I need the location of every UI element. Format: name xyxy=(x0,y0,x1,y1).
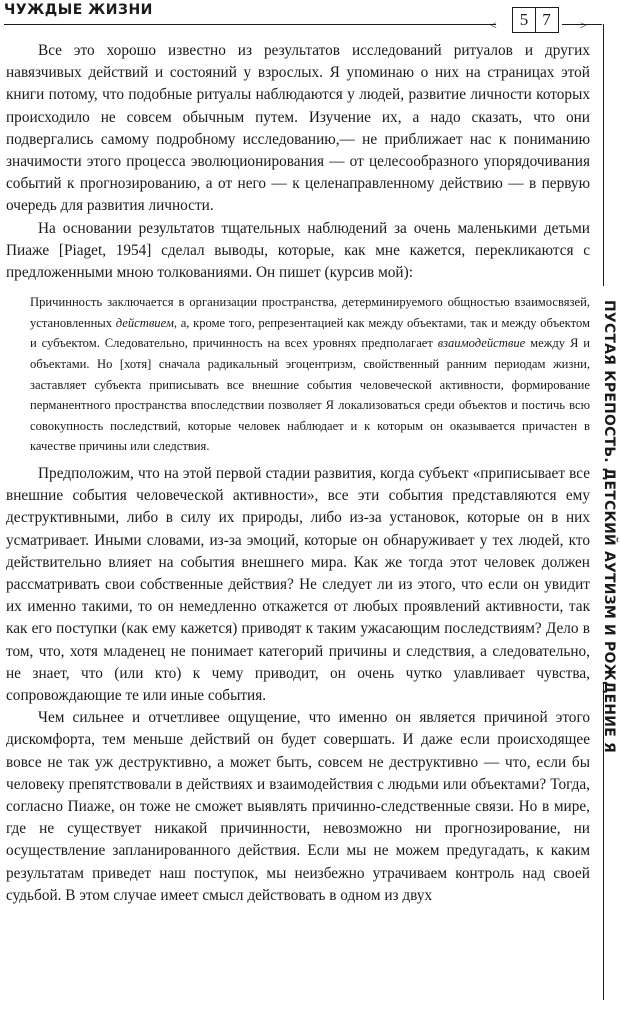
page-number xyxy=(512,7,557,31)
page-digit: 5 xyxy=(512,7,536,33)
quote-text: Причинность заключается в организации пространства, детерминируемого общностью взаимосвязей, установленных xyxy=(30,295,590,330)
running-head: ЧУЖДЫЕ ЖИЗНИ xyxy=(4,2,153,18)
header-rule xyxy=(4,24,496,25)
paragraph: Предположим, что на этой первой стадии развития, когда субъект «приписывает все внешние события человеческой активности», все эти события представляются ему деструктивными, либо в силу их природы, либо из-за установок, которые он в них усматривает. Иными словами, из-за эмоций, которые он обнаруживает у тех людей, кто действительно влияет на события внешнего мира. Как же тогда этот человек должен рассматривать свои собственные действия? Не следует ли из этого, что если он увидит их именно такими, то он немедленно откажется от любых проявлений активности, так как его поступки (как ему кажется) приводят к таким ужасающим последствиям? Дело в том, что, хотя младенец не понимает категорий причины и следствия, а следовательно, не знает, что (или кто) к чему приводит, он очень чутко улавливает чувства, сопровождающие те или иные события. xyxy=(6,464,590,705)
page-body xyxy=(0,40,590,907)
page-header xyxy=(0,0,620,40)
paragraph: На основании результатов тщательных наблюдений за очень маленькими детьми Пиаже [Piaget, 1954] сделал выводы, которые, как мне кажется, перекликаются с предложенными мною толкованиями. Он пишет (курсив мой): xyxy=(6,219,590,282)
side-rule-bottom xyxy=(603,682,604,1000)
quote-text: , а, кроме того, репрезентацией как между объектами, так и между объектом и субъектом. Следовательно, причинность на всех уровнях предполагает xyxy=(30,315,590,351)
side-rule-top xyxy=(603,24,604,286)
page-digit: 7 xyxy=(535,7,559,33)
paragraph: Все это хорошо известно из результатов исследований ритуалов и других навязчивых действий и состояний у взрослых. Я упоминаю о них на страницах этой книги потому, что подобные ритуалы наблюдаются у людей, развитие личности которых происходило не совсем обычным путем. Изучение их, а надо сказать, что они подвергались самому подробному исследованию,— не приближает нас к пониманию значимости этого процесса эволюционирования — от целесообразного упорядочивания событий к прогнозированию, а от него — к целенаправленному действию — в первую очередь для развития личности. xyxy=(6,42,590,215)
paragraph: Чем сильнее и отчетливее ощущение, что именно он является причиной этого дискомфорта, тем меньше действий он будет совершать. И даже если происходящее вовсе не так уж деструктивно, а может быть, совсем не деструктивно — что, если бы человеку препятствовали в действиях и взаимодействия с людьми или объектами? Тогда, согласно Пиаже, он тоже не сможет выявлять причинно-следственные связи. Но в мире, где не существует никакой причинности, невозможно ни прогнозирование, ни осуществление запланированного действия. Если мы не можем предугадать, к каким результатам приведет наш поступок, мы неизбежно утрачиваем контроль над своей судьбой. В этом случае имеет смысл действовать в одном из двух xyxy=(6,709,590,904)
side-book-title: ПУСТАЯ КРЕПОСТЬ. ДЕТСКИЙ АУТИЗМ И РОЖДЕНИЕ Я xyxy=(601,300,617,754)
block-quote xyxy=(30,292,590,457)
header-arrow-left: < xyxy=(490,18,497,32)
header-arrow-right: > xyxy=(580,18,587,32)
quote-emphasis: действием xyxy=(115,315,174,330)
quote-emphasis: взаимодействие xyxy=(437,336,526,351)
quote-text: между Я и объектами. Но [хотя] сначала радикальный эгоцентризм, свойственный ранним периодам жизни, заставляет субъекта приписывать все внешние события человеческой активности, формирование перманентного пространства впоследствии позволяет Я локализоваться среди объектов и постичь всю совокупность последствий, которые человек наблюдает и к которым он оказывается причастен в качестве причины или следствия. xyxy=(30,336,591,454)
